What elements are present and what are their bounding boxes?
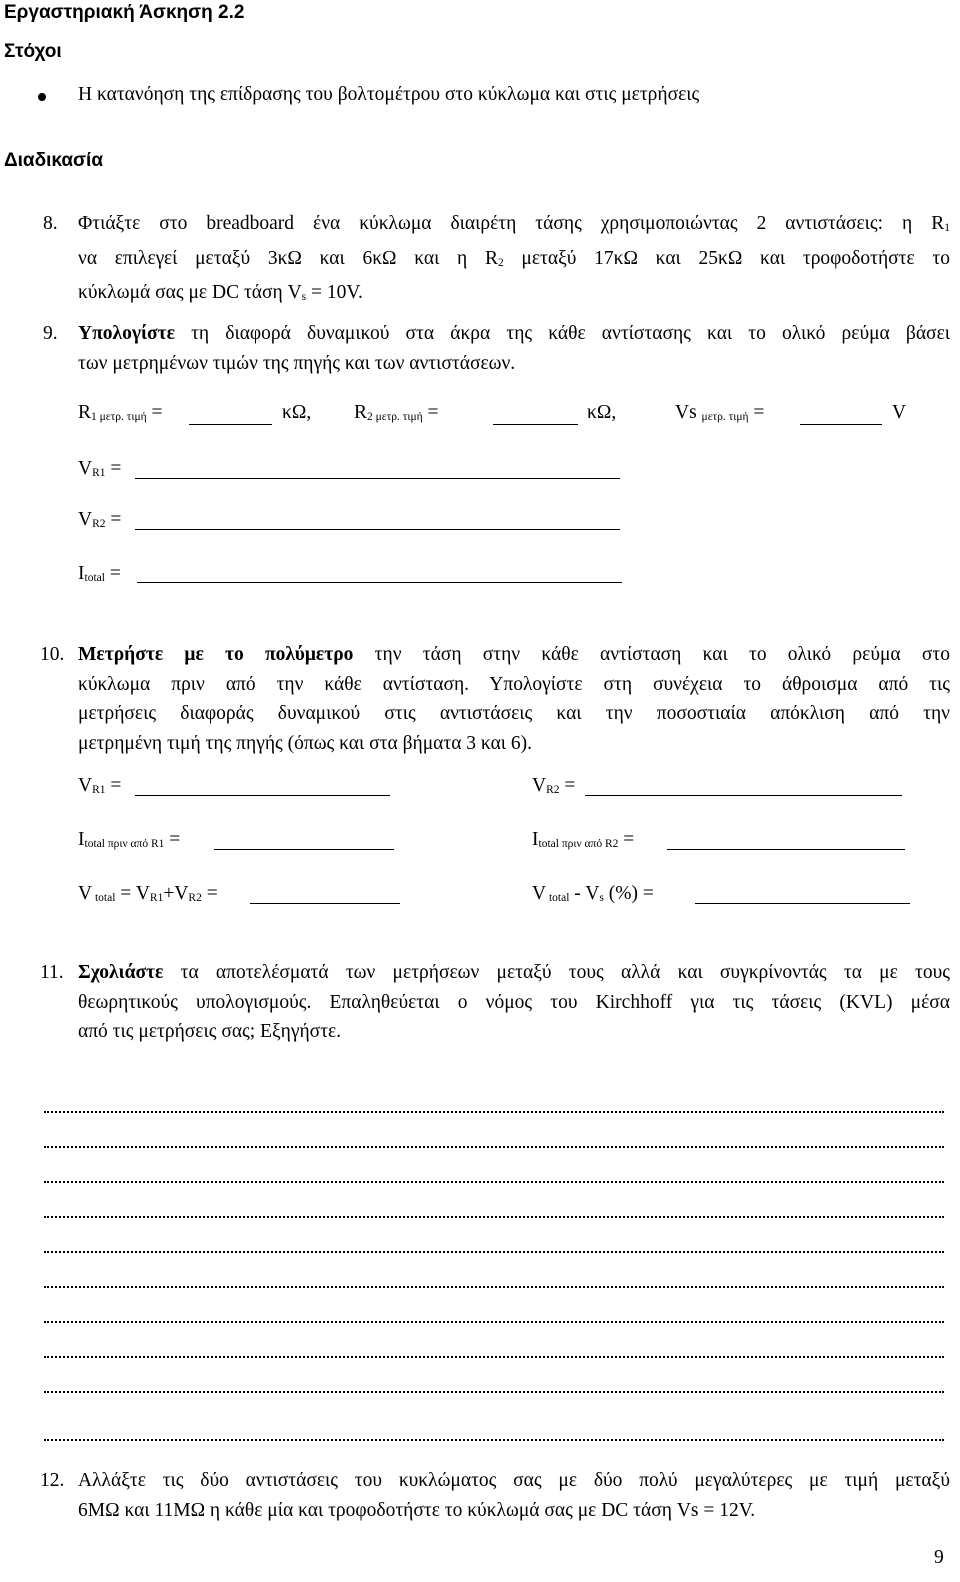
deviation-field: V total - Vs (%) = [532, 883, 654, 904]
procedure-heading: Διαδικασία [4, 150, 104, 171]
step-11-text: Σχολιάστε τα αποτελέσματά των μετρήσεων μεταξύ τους αλλά και συγκρίνοντάς τα με τους θεωρητικούς υπολογισμούς. Επαληθεύεται ο νόμος του Kirchhoff για τις τάσεις (KVL) μέσα από τις μετρήσεις σας; Εξηγήστε. [78, 962, 950, 1042]
step-number: 12. [40, 1470, 65, 1491]
answer-line[interactable] [44, 1180, 944, 1183]
deviation-blank[interactable] [695, 902, 910, 904]
itotal-calc-blank[interactable] [137, 581, 622, 583]
answer-line[interactable] [44, 1285, 944, 1288]
v-total-field: V total = VR1+VR2 = [78, 883, 218, 904]
step-number: 9. [43, 323, 58, 344]
vr1-calc-blank[interactable] [135, 477, 620, 479]
r2-blank[interactable] [493, 423, 578, 425]
answer-line[interactable] [44, 1145, 944, 1148]
goals-heading: Στόχοι [4, 41, 62, 62]
step-12-text: Αλλάξτε τις δύο αντιστάσεις του κυκλώματος σας με δύο πολύ μεγαλύτερες με τιμή μεταξύ 6ΜΩ και 11ΜΩ η κάθε μία και τροφοδοτήστε το κύκλωμά σας με DC τάση Vs = 12V. [78, 1470, 950, 1521]
step-number: 11. [40, 962, 64, 983]
step-number: 10. [40, 644, 65, 665]
itotal-calc-field: Itotal = [78, 563, 121, 584]
answer-line[interactable] [44, 1390, 944, 1393]
vr1-meas-field: VR1 = [78, 775, 122, 796]
answer-line[interactable] [44, 1438, 944, 1441]
page-title: Εργαστηριακή Άσκηση 2.2 [4, 2, 245, 23]
answer-line[interactable] [44, 1110, 944, 1113]
page-number: 9 [934, 1547, 944, 1568]
r1-unit: κΩ, [282, 402, 312, 423]
step-8-text: Φτιάξτε στο breadboard ένα κύκλωμα διαιρέτη τάσης χρησιμοποιώντας 2 αντιστάσεις: η R1 να επιλεγεί μεταξύ 3κΩ και 6κΩ και η R2 μεταξύ 17κΩ και 25κΩ και τροφοδοτήστε το κύκλωμά σας με DC τάση Vs = 10V. [78, 213, 950, 303]
i-before-r2-blank[interactable] [667, 848, 905, 850]
answer-line[interactable] [44, 1320, 944, 1323]
r2-measured-field: R2 μετρ. τιμή = [354, 402, 439, 423]
vs-unit: V [892, 402, 907, 423]
bullet-icon [38, 93, 46, 101]
r2-unit: κΩ, [587, 402, 617, 423]
vs-measured-field: Vs μετρ. τιμή = [675, 402, 765, 423]
answer-line[interactable] [44, 1215, 944, 1218]
i-before-r1-blank[interactable] [214, 848, 394, 850]
vr2-meas-field: VR2 = [532, 775, 576, 796]
r1-blank[interactable] [189, 423, 272, 425]
step-9-text: Υπολογίστε τη διαφορά δυναμικού στα άκρα της κάθε αντίστασης και το ολικό ρεύμα βάσει των μετρημένων τιμών της πηγής και των αντιστάσεων. [78, 323, 950, 374]
step-number: 8. [43, 213, 58, 234]
goal-item: Η κατανόηση της επίδρασης του βολτομέτρου στο κύκλωμα και στις μετρήσεις [78, 84, 700, 105]
vs-blank[interactable] [800, 423, 882, 425]
v-total-blank[interactable] [250, 902, 400, 904]
answer-line[interactable] [44, 1250, 944, 1253]
i-before-r2-field: Itotal πριν από R2 = [532, 829, 635, 850]
step-10-text: Μετρήστε με το πολύμετρο την τάση στην κάθε αντίσταση και το ολικό ρεύμα στο κύκλωμα πριν από την κάθε αντίσταση. Υπολογίστε στη συνέχεια το άθροισμα από τις μετρήσεις διαφοράς δυναμικού στις αντιστάσεις και την ποσοστιαία απόκλιση από την μετρημένη τιμή της πηγής (όπως και στα βήματα 3 και 6). [78, 644, 950, 754]
vr2-meas-blank[interactable] [585, 794, 902, 796]
vr1-meas-blank[interactable] [135, 794, 390, 796]
vr2-calc-field: VR2 = [78, 509, 122, 530]
vr1-calc-field: VR1 = [78, 458, 122, 479]
vr2-calc-blank[interactable] [135, 528, 620, 530]
i-before-r1-field: Itotal πριν από R1 = [78, 829, 181, 850]
answer-line[interactable] [44, 1355, 944, 1358]
r1-measured-field: R1 μετρ. τιμή = [78, 402, 163, 423]
